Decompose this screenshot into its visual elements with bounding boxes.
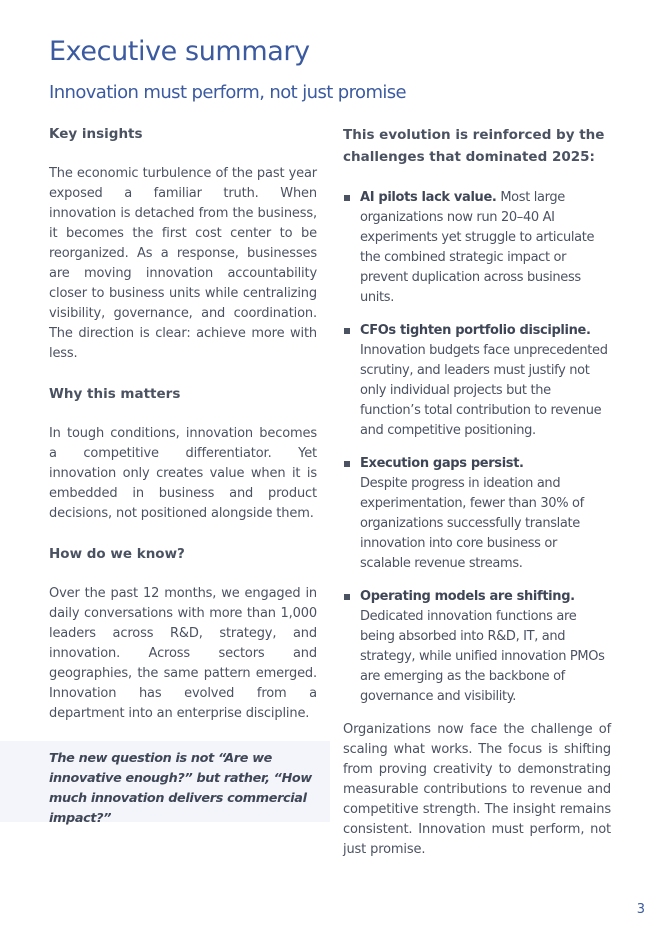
key-insights-heading: Key insights	[49, 126, 143, 142]
challenge-item	[343, 188, 611, 308]
closing-text: Organizations now face the challenge of scaling what works. The focus is shifting from proving creativity to demonstrating measurable contributions to revenue and competitive strength. The insight remains consistent. Innovation must perform, not just promise.	[343, 722, 611, 857]
how-do-we-know-text: Over the past 12 months, we engaged in daily conversations with more than 1,000 leaders across R&D, strategy, and innovation. Across sectors and geographies, the same pattern emerged. Innovation has evolved from a department into an enterprise discipline.	[49, 586, 317, 721]
challenge-item	[343, 321, 611, 441]
bullet-square-icon	[344, 594, 350, 600]
bullet-square-icon	[344, 195, 350, 201]
why-this-matters-text: In tough conditions, innovation becomes a competitive differentiator. Yet innovation only creates value when it is embedded in business and product decisions, not positioned alongside them.	[49, 426, 317, 521]
challenge-text: Despite progress in ideation and experimentation, fewer than 30% of organizations successfully translate innovation into core business or scalable revenue streams.	[360, 476, 584, 571]
challenges-lead: This evolution is reinforced by the challenges that dominated 2025:	[343, 127, 605, 165]
left-column	[49, 124, 317, 724]
how-do-we-know-heading: How do we know?	[49, 546, 185, 562]
challenge-title: Operating models are shifting.	[360, 589, 575, 604]
right-column	[343, 124, 611, 860]
challenge-text: Most large organizations now run 20–40 AI experiments yet struggle to articulate the combined strategic impact or prevent duplication across business units.	[360, 190, 595, 305]
page-subtitle: Innovation must perform, not just promise	[49, 82, 407, 103]
challenge-title: Execution gaps persist.	[360, 456, 524, 471]
challenge-title: AI pilots lack value.	[360, 190, 497, 205]
challenge-item	[343, 587, 611, 707]
challenge-title: CFOs tighten portfolio discipline.	[360, 323, 591, 338]
challenge-list	[343, 188, 611, 707]
callout-quote: The new question is not “Are we innovative enough?” but rather, “How much innovation delivers commercial impact?”	[49, 751, 312, 826]
bullet-square-icon	[344, 461, 350, 467]
challenge-item	[343, 454, 611, 574]
bullet-square-icon	[344, 328, 350, 334]
page-title: Executive summary	[49, 36, 310, 67]
page-number: 3	[636, 902, 645, 917]
key-insights-text: The economic turbulence of the past year exposed a familiar truth. When innovation is detached from the business, it becomes the first cost center to be reorganized. As a response, businesses are moving innovation accountability closer to business units while centralizing visibility, governance, and coordination. The direction is clear: achieve more with less.	[49, 166, 317, 361]
challenge-text: Innovation budgets face unprecedented scrutiny, and leaders must justify not only individual projects but the function’s total contribution to revenue and competitive positioning.	[360, 343, 608, 438]
challenge-text: Dedicated innovation functions are being absorbed into R&D, IT, and strategy, while unified innovation PMOs are emerging as the backbone of governance and visibility.	[360, 609, 605, 704]
why-this-matters-heading: Why this matters	[49, 386, 181, 402]
